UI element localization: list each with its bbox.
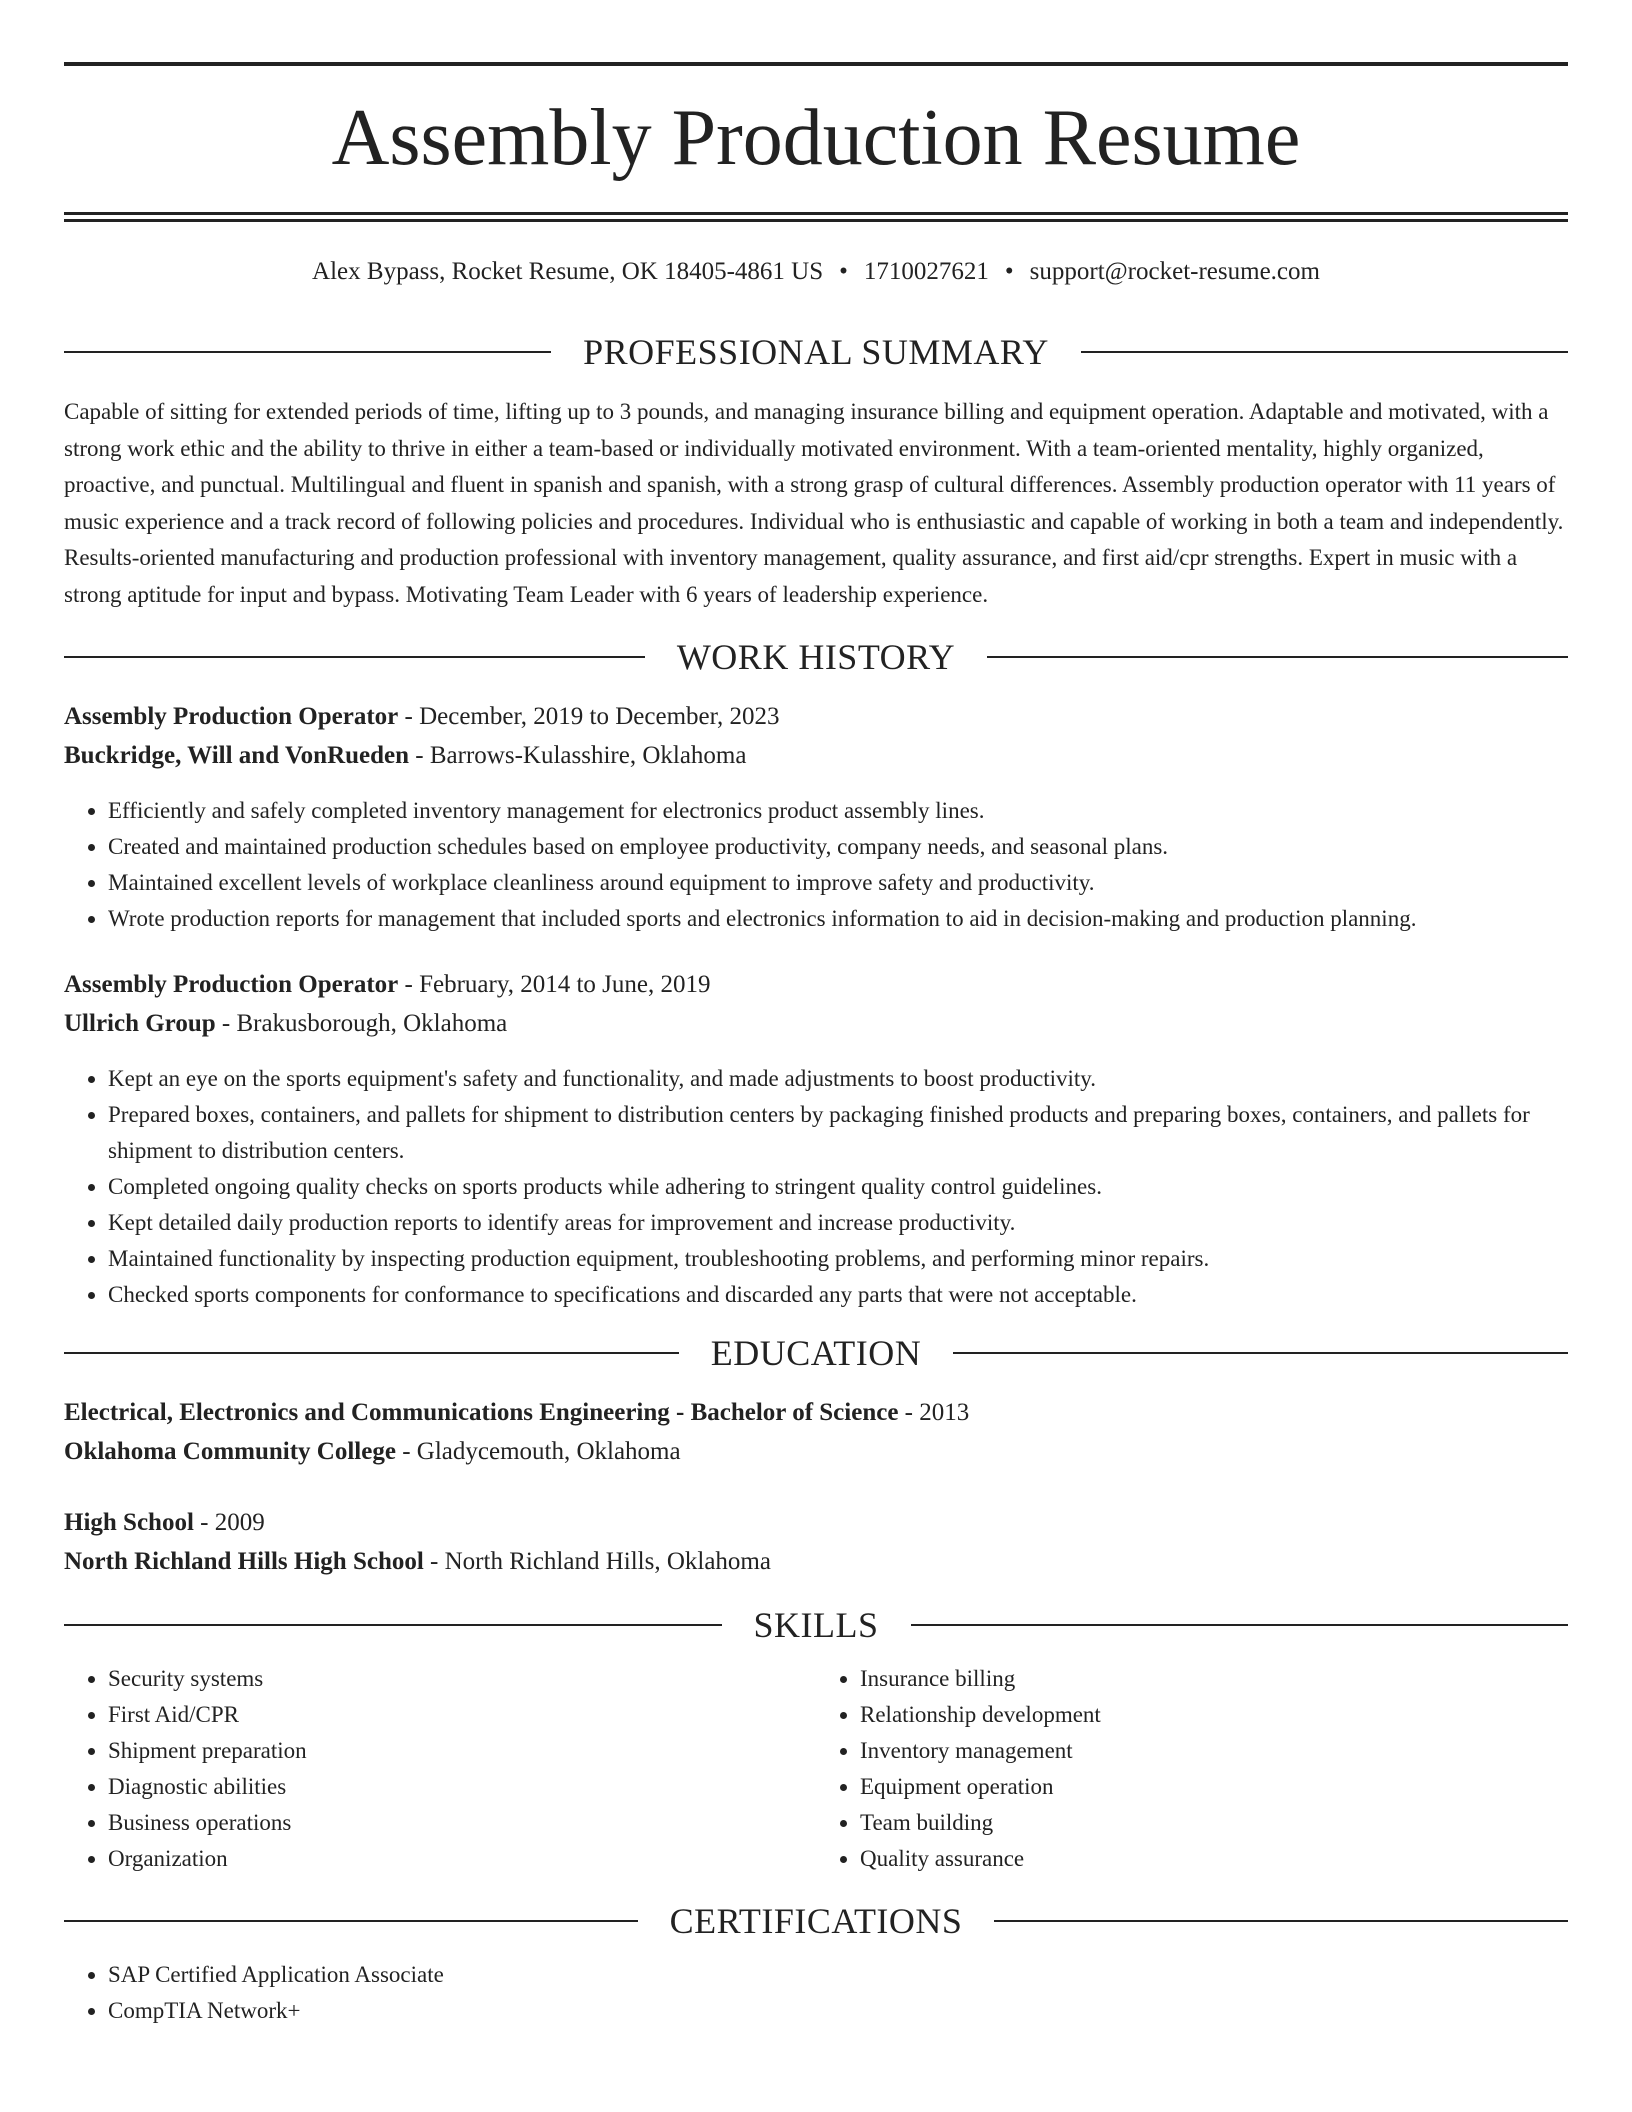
section-divider [64, 1624, 722, 1626]
job-title: Assembly Production Operator [64, 971, 399, 998]
section-header-work [64, 639, 1568, 675]
list-item: • Inventory management [860, 1733, 1568, 1769]
education-location: - Gladycemouth, Oklahoma [395, 1438, 681, 1465]
job-bullets [64, 793, 1568, 937]
section-divider [64, 351, 551, 353]
education-year: - 2009 [193, 1509, 265, 1536]
list-item: • Wrote production reports for management that included sports and electronics information to aid in decision-making and production planning. [108, 901, 1568, 937]
certifications-list [64, 1957, 1568, 2029]
job-dates: - December, 2019 to December, 2023 [398, 703, 780, 730]
list-item: • Relationship development [860, 1697, 1568, 1733]
list-item: • Created and maintained production schedules based on employee productivity, company needs, and seasonal plans. [108, 829, 1568, 865]
job-entry [64, 965, 1568, 1043]
education-degree: High School [64, 1509, 194, 1536]
title-double-rule [64, 212, 1568, 222]
list-item: • Team building [860, 1805, 1568, 1841]
list-item: • Completed ongoing quality checks on sports products while adhering to stringent quality control guidelines. [108, 1169, 1568, 1205]
contact-line [64, 258, 1568, 286]
list-item: • Equipment operation [860, 1769, 1568, 1805]
section-divider [1081, 351, 1568, 353]
job-title: Assembly Production Operator [64, 703, 399, 730]
skills-column-right [816, 1661, 1568, 1877]
section-divider [987, 656, 1568, 658]
section-divider [953, 1352, 1568, 1354]
contact-email: support@rocket-resume.com [1029, 258, 1320, 285]
job-company: Buckridge, Will and VonRueden [64, 742, 410, 769]
section-title-education: EDUCATION [710, 1333, 922, 1373]
section-header-education [64, 1335, 1568, 1371]
section-divider [911, 1624, 1569, 1626]
contact-address: Alex Bypass, Rocket Resume, OK 18405-4861 US [312, 258, 824, 285]
summary-paragraph: Capable of sitting for extended periods of time, lifting up to 3 pounds, and managing insurance billing and equipment operation. Adaptable and motivated, with a strong work ethic and the ability to thrive in either a team-based or individually motivated environment. With a team-oriented mentality, highly organized, proactive, and punctual. Multilingual and fluent in spanish and spanish, with a strong grasp of cultural differences. Assembly production operator with 11 years of music experience and a track record of following policies and procedures. Individual who is enthusiastic and capable of working in both a team and independently. Results-oriented manufacturing and production professional with inventory management, quality assurance, and first aid/cpr strengths. Expert in music with a strong aptitude for input and bypass. Motivating Team Leader with 6 years of leadership experience. [64, 399, 1564, 607]
section-divider [64, 1352, 679, 1354]
list-item: • Prepared boxes, containers, and pallets for shipment to distribution centers by packaging finished products and preparing boxes, containers, and pallets for shipment to distribution centers. [108, 1097, 1568, 1169]
list-item: • Maintained functionality by inspecting production equipment, troubleshooting problems, and performing minor repairs. [108, 1241, 1568, 1277]
section-title-summary: PROFESSIONAL SUMMARY [583, 332, 1049, 372]
job-bullets [64, 1061, 1568, 1313]
list-item: • CompTIA Network+ [108, 1993, 1568, 2029]
education-entry [64, 1393, 1568, 1471]
section-divider [64, 1920, 638, 1922]
section-header-summary [64, 334, 1568, 370]
section-divider [994, 1920, 1568, 1922]
resume-page [64, 0, 1568, 2029]
section-header-certifications [64, 1903, 1568, 1939]
education-school: North Richland Hills High School [64, 1548, 424, 1575]
list-item: • Insurance billing [860, 1661, 1568, 1697]
list-item: • Organization [108, 1841, 816, 1877]
skills-list [64, 1661, 1568, 1877]
list-item: • Checked sports components for conformance to specifications and discarded any parts that were not acceptable. [108, 1277, 1568, 1313]
section-title-certifications: CERTIFICATIONS [669, 1901, 963, 1941]
list-item: • Kept an eye on the sports equipment's safety and functionality, and made adjustments to boost productivity. [108, 1061, 1568, 1097]
list-item: • Efficiently and safely completed inventory management for electronics product assembly lines. [108, 793, 1568, 829]
list-item: • Kept detailed daily production reports to identify areas for improvement and increase productivity. [108, 1205, 1568, 1241]
job-entry [64, 697, 1568, 775]
list-item: • First Aid/CPR [108, 1697, 816, 1733]
section-title-skills: SKILLS [753, 1605, 879, 1645]
education-location: - North Richland Hills, Oklahoma [423, 1548, 771, 1575]
contact-separator: • [839, 258, 848, 285]
education-school: Oklahoma Community College [64, 1438, 396, 1465]
list-item: • Quality assurance [860, 1841, 1568, 1877]
education-year: - 2013 [898, 1399, 970, 1426]
job-company: Ullrich Group [64, 1010, 216, 1037]
list-item: • Business operations [108, 1805, 816, 1841]
contact-phone: 1710027621 [863, 258, 989, 285]
section-title-work: WORK HISTORY [676, 637, 956, 677]
resume-title: Assembly Production Resume [331, 94, 1301, 182]
job-dates: - February, 2014 to June, 2019 [398, 971, 711, 998]
section-header-skills [64, 1607, 1568, 1643]
list-item: • Maintained excellent levels of workplace cleanliness around equipment to improve safety and productivity. [108, 865, 1568, 901]
job-location: - Barrows-Kulasshire, Oklahoma [409, 742, 747, 769]
job-location: - Brakusborough, Oklahoma [215, 1010, 508, 1037]
contact-separator: • [1004, 258, 1014, 285]
list-item: • Diagnostic abilities [108, 1769, 816, 1805]
list-item: • Security systems [108, 1661, 816, 1697]
list-item: • SAP Certified Application Associate [108, 1957, 1568, 1993]
skills-column-left [64, 1661, 816, 1877]
section-divider [64, 656, 645, 658]
education-entry [64, 1503, 1568, 1581]
education-degree: Electrical, Electronics and Communications Engineering - Bachelor of Science [64, 1399, 899, 1426]
list-item: • Shipment preparation [108, 1733, 816, 1769]
